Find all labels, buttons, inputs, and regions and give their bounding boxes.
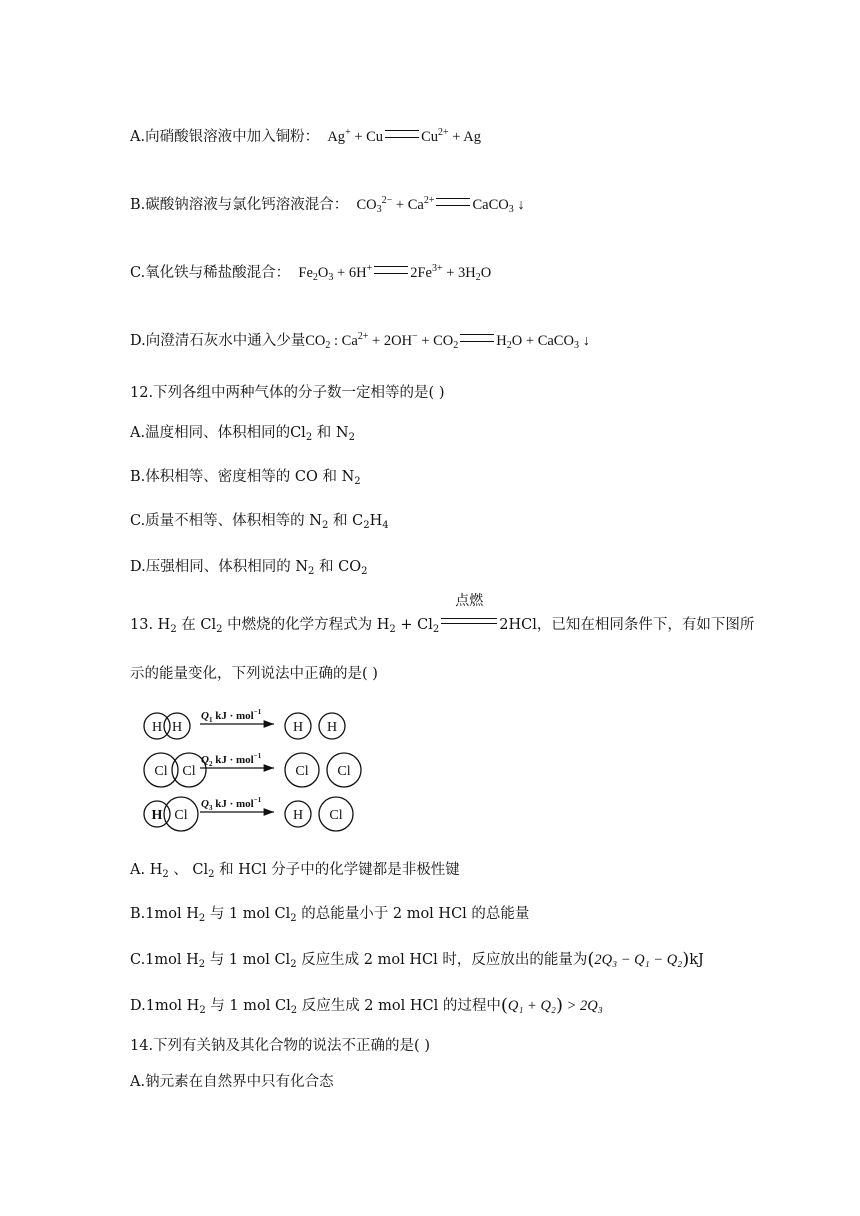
- equation: Ag+ + Cu $Cu^{2+} + Ag$: [327, 127, 481, 145]
- atom-label: Cl: [337, 764, 351, 779]
- atom-label: H: [292, 808, 304, 823]
- question-14-option-a: A.钠元素在自然界中只有化合态: [130, 1074, 334, 1090]
- atom-label: H: [292, 720, 304, 735]
- atom-label: Cl: [329, 808, 343, 823]
- energy-label: $Q_2$ kJ · mol$^{-1}$: [201, 752, 262, 768]
- equation: $Fe_2O_3 + 6H^+$ $2Fe^{3+} + 3H_2O$: [298, 263, 492, 283]
- question-14-stem: 14.下列有关钠及其化合物的说法不正确的是( ): [130, 1038, 430, 1054]
- atom-label: H: [326, 720, 338, 735]
- option-d-11: [130, 331, 590, 351]
- atom-label: Cl: [174, 808, 188, 823]
- reaction-condition: 点燃: [441, 611, 497, 631]
- question-13-stem: 13. $H_2$ 在 $Cl_2$ 中燃烧的化学方程式为 $H_2 + Cl_2$ 点燃 2HCl，已知在相同条件下，有如下图所: [130, 593, 755, 635]
- question-12-stem: 12.下列各组中两种气体的分子数一定相等的是( ): [130, 385, 445, 401]
- bond-energy-diagram: [140, 708, 370, 834]
- energy-label: $Q_3$ kJ · mol$^{-1}$: [201, 796, 262, 812]
- energy-label: $Q_1$ kJ · mol$^{-1}$: [201, 708, 262, 724]
- atom-label: H: [171, 720, 183, 735]
- option-c-11: [130, 263, 491, 283]
- question-12-option-b: B.体积相等、密度相等的 CO 和 $N_2$: [130, 469, 361, 487]
- option-b-11: [130, 195, 525, 215]
- option-text: D.向澄清石灰水中通入少量: [130, 333, 306, 349]
- atom-label: Cl: [154, 764, 168, 779]
- question-12-option-a: A.温度相同、体积相同的$Cl_2$ 和 $N_2$: [130, 425, 355, 443]
- question-12-option-d: D.压强相同、体积相同的 $N_2$ 和 $CO_2$: [130, 559, 368, 577]
- atom-label: Cl: [182, 764, 196, 779]
- question-12-option-c: C.质量不相等、体积相等的 $N_2$ 和 $C_2H_4$: [130, 513, 389, 531]
- question-13-stem-cont: 示的能量变化，下列说法中正确的是( ): [130, 666, 378, 682]
- option-a-11: [130, 127, 481, 147]
- question-13-option-a: A. $H_2$ 、 $Cl_2$ 和 HCl 分子中的化学键都是非极性键: [130, 862, 460, 880]
- atom-label: H: [151, 808, 163, 823]
- question-13-option-d: D.1mol $H_2$ 与 1 mol $Cl_2$ 反应生成 2 mol HCl 的过程中(Q₁ + Q₂) > 2Q₃: [130, 995, 603, 1016]
- question-13-option-c: C.1mol $H_2$ 与 1 mol $Cl_2$ 反应生成 2 mol HCl 时，反应放出的能量为(2Q₃ − Q₁ − Q₂)kJ: [130, 949, 704, 970]
- question-13-option-b: B.1mol $H_2$ 与 1 mol $Cl_2$ 的总能量小于 2 mol HCl 的总能量: [130, 906, 530, 924]
- option-text: C.氧化铁与稀盐酸混合：: [130, 265, 291, 281]
- atom-label: Cl: [295, 764, 309, 779]
- option-text: A.向硝酸银溶液中加入铜粉：: [130, 129, 320, 145]
- atom-label: H: [151, 720, 163, 735]
- equation: $CO_3^{2-} + Ca^{2+}$ CaCO$_3$ ↓: [356, 195, 525, 215]
- option-text: B.碳酸钠溶液与氯化钙溶液混合：: [130, 197, 349, 213]
- equation: $CO_2$ : $Ca^{2+} + 2OH^- + CO_2$ $H_2O$ + CaCO$_3$ ↓: [305, 331, 590, 351]
